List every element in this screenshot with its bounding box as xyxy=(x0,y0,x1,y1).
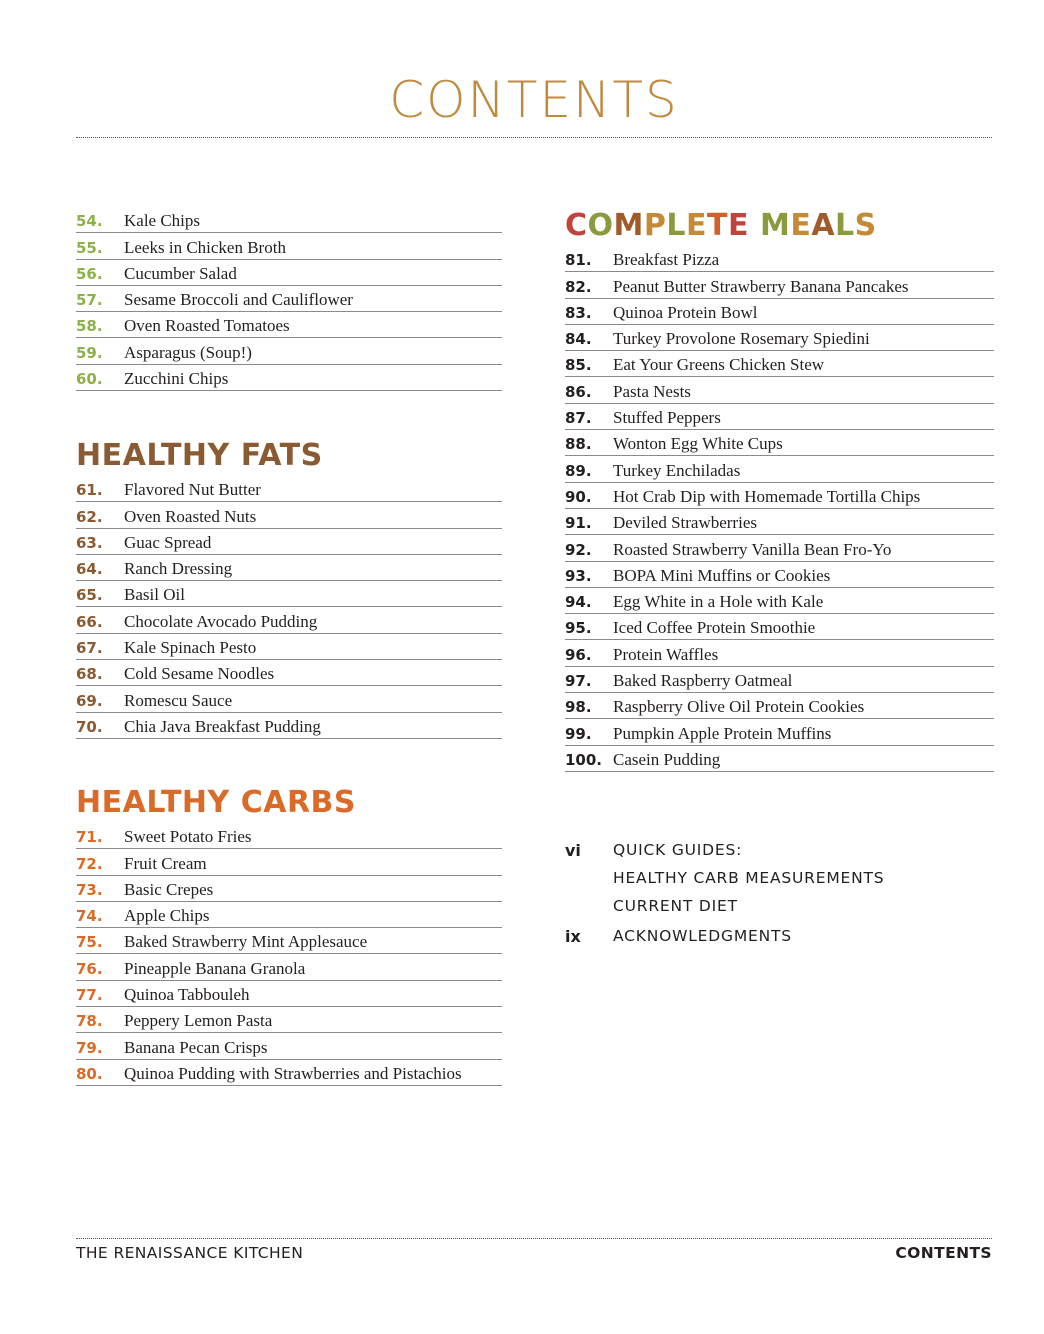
toc-entry-number: 94. xyxy=(565,593,592,612)
toc-entry xyxy=(76,581,502,607)
toc-entry xyxy=(76,928,502,954)
section-heading-healthy-fats: HEALTHY FATS xyxy=(76,438,323,473)
section-complete-meals xyxy=(565,208,994,772)
toc-entry-number: 56. xyxy=(76,264,103,283)
toc-entry-number: 65. xyxy=(76,586,103,605)
toc-entry-title: Quinoa Tabbouleh xyxy=(124,985,250,1005)
toc-entry-title: Quinoa Protein Bowl xyxy=(613,302,758,322)
toc-entry-number: 60. xyxy=(76,370,103,389)
toc-list-complete-meals xyxy=(565,246,994,772)
toc-entry xyxy=(76,876,502,902)
guide-entry-title: CURRENT DIET xyxy=(613,897,738,915)
toc-entry-title: Banana Pecan Crisps xyxy=(124,1037,268,1057)
footer-divider xyxy=(76,1238,992,1239)
toc-entry-title: Stuffed Peppers xyxy=(613,408,721,428)
toc-entry-title: Pineapple Banana Granola xyxy=(124,958,306,978)
toc-entry xyxy=(76,312,502,338)
toc-entry-title: Guac Spread xyxy=(124,532,212,552)
toc-entry-number: 58. xyxy=(76,317,103,336)
toc-entry xyxy=(565,456,994,482)
toc-entry-title: Turkey Provolone Rosemary Spiedini xyxy=(613,329,870,349)
toc-entry-title: Flavored Nut Butter xyxy=(124,480,261,500)
toc-entry-title: Breakfast Pizza xyxy=(613,250,720,270)
toc-entry-number: 99. xyxy=(565,724,592,743)
guide-entry xyxy=(565,922,985,950)
toc-entry-number: 69. xyxy=(76,691,103,710)
section-heading-complete-meals: COMPLETE MEALS xyxy=(565,208,877,243)
toc-entry-title: Cucumber Salad xyxy=(124,263,237,283)
toc-entry-title: Baked Strawberry Mint Applesauce xyxy=(124,932,368,952)
toc-entry-number: 97. xyxy=(565,672,592,691)
section-intro xyxy=(76,207,502,391)
toc-entry-number: 72. xyxy=(76,854,103,873)
toc-entry xyxy=(565,588,994,614)
toc-entry xyxy=(565,272,994,298)
guide-entry-title: ACKNOWLEDGMENTS xyxy=(613,927,792,945)
toc-entry-number: 83. xyxy=(565,303,592,322)
toc-entry xyxy=(76,1007,502,1033)
toc-entry xyxy=(76,634,502,660)
toc-entry-number: 98. xyxy=(565,698,592,717)
toc-entry-number: 66. xyxy=(76,612,103,631)
toc-entry xyxy=(76,338,502,364)
toc-entry xyxy=(565,483,994,509)
toc-entry-title: Peanut Butter Strawberry Banana Pancakes xyxy=(613,276,909,296)
toc-entry-number: 81. xyxy=(565,251,592,270)
toc-list-healthy-fats xyxy=(76,476,502,739)
guide-entry xyxy=(565,892,985,920)
toc-entry xyxy=(76,1033,502,1059)
toc-entry xyxy=(565,693,994,719)
footer-book-title: THE RENAISSANCE KITCHEN xyxy=(76,1244,304,1262)
toc-entry-title: Hot Crab Dip with Homemade Tortilla Chips xyxy=(613,486,921,506)
toc-entry xyxy=(565,351,994,377)
toc-entry xyxy=(76,607,502,633)
toc-entry-title: Quinoa Pudding with Strawberries and Pistachios xyxy=(124,1063,462,1083)
toc-entry xyxy=(565,430,994,456)
toc-entry-number: 100. xyxy=(565,750,603,769)
toc-entry-title: Chocolate Avocado Pudding xyxy=(124,611,318,631)
toc-entry-number: 85. xyxy=(565,356,592,375)
toc-entry xyxy=(565,535,994,561)
toc-entry-number: 88. xyxy=(565,435,592,454)
toc-entry-number: 57. xyxy=(76,291,103,310)
toc-entry-number: 63. xyxy=(76,533,103,552)
toc-entry xyxy=(76,902,502,928)
guide-entry xyxy=(565,836,985,864)
page-title: CONTENTS xyxy=(389,71,679,129)
toc-entry-title: Raspberry Olive Oil Protein Cookies xyxy=(613,697,865,717)
toc-entry-title: Fruit Cream xyxy=(124,853,207,873)
toc-entry-number: 92. xyxy=(565,540,592,559)
toc-entry-number: 61. xyxy=(76,481,103,500)
toc-entry-title: Apple Chips xyxy=(124,906,210,926)
toc-entry-title: Pumpkin Apple Protein Muffins xyxy=(613,723,832,743)
toc-entry xyxy=(565,614,994,640)
toc-entry-number: 79. xyxy=(76,1038,103,1057)
section-healthy-carbs xyxy=(76,785,502,1086)
section-heading-healthy-carbs: HEALTHY CARBS xyxy=(76,785,357,820)
toc-entry-number: 86. xyxy=(565,382,592,401)
toc-list-healthy-carbs xyxy=(76,823,502,1086)
toc-entry-title: Turkey Enchiladas xyxy=(613,460,741,480)
toc-entry-number: 67. xyxy=(76,639,103,658)
guide-entry-title: HEALTHY CARB MEASUREMENTS xyxy=(613,869,885,887)
toc-entry-title: Basil Oil xyxy=(124,585,185,605)
toc-entry-number: 55. xyxy=(76,238,103,257)
toc-entry-number: 54. xyxy=(76,212,103,231)
toc-entry xyxy=(565,719,994,745)
toc-entry xyxy=(76,260,502,286)
toc-entry xyxy=(565,299,994,325)
guide-entry xyxy=(565,864,985,892)
toc-entry-title: Sesame Broccoli and Cauliflower xyxy=(124,290,353,310)
guide-entry-title: QUICK GUIDES: xyxy=(613,841,743,859)
toc-entry xyxy=(76,981,502,1007)
toc-entry xyxy=(76,555,502,581)
toc-entry xyxy=(565,325,994,351)
toc-entry xyxy=(76,529,502,555)
toc-entry-title: Oven Roasted Nuts xyxy=(124,506,257,526)
toc-entry-number: 80. xyxy=(76,1064,103,1083)
toc-entry xyxy=(76,823,502,849)
toc-entry xyxy=(76,365,502,391)
section-healthy-fats xyxy=(76,438,502,739)
toc-entry-title: Romescu Sauce xyxy=(124,690,233,710)
guide-entry-number: vi xyxy=(565,840,581,860)
toc-entry xyxy=(565,246,994,272)
toc-entry xyxy=(76,713,502,739)
toc-entry-title: Sweet Potato Fries xyxy=(124,827,252,847)
toc-entry-title: Casein Pudding xyxy=(613,749,721,769)
toc-entry xyxy=(565,509,994,535)
header-divider xyxy=(76,137,992,138)
toc-entry-title: Baked Raspberry Oatmeal xyxy=(613,671,793,691)
toc-entry-number: 91. xyxy=(565,514,592,533)
toc-entry-title: Pasta Nests xyxy=(613,381,691,401)
toc-entry-title: Zucchini Chips xyxy=(124,369,229,389)
guide-entry-number: ix xyxy=(565,926,581,946)
toc-entry-title: BOPA Mini Muffins or Cookies xyxy=(613,565,831,585)
toc-entry-title: Asparagus (Soup!) xyxy=(124,342,252,362)
toc-entry xyxy=(565,377,994,403)
toc-entry xyxy=(76,502,502,528)
toc-entry-number: 96. xyxy=(565,645,592,664)
toc-entry-title: Deviled Strawberries xyxy=(613,513,757,533)
toc-entry xyxy=(76,1060,502,1086)
toc-entry xyxy=(565,667,994,693)
toc-entry-number: 62. xyxy=(76,507,103,526)
toc-entry-title: Oven Roasted Tomatoes xyxy=(124,316,290,336)
toc-list-intro xyxy=(76,207,502,391)
toc-entry xyxy=(76,233,502,259)
toc-entry-title: Protein Waffles xyxy=(613,644,719,664)
toc-entry xyxy=(565,404,994,430)
toc-entry-title: Peppery Lemon Pasta xyxy=(124,1011,273,1031)
toc-entry xyxy=(76,954,502,980)
toc-entry-title: Ranch Dressing xyxy=(124,559,233,579)
toc-entry xyxy=(565,746,994,772)
toc-entry-number: 84. xyxy=(565,330,592,349)
toc-entry xyxy=(565,640,994,666)
toc-entry xyxy=(76,207,502,233)
toc-entry-title: Basic Crepes xyxy=(124,879,214,899)
toc-entry-number: 82. xyxy=(565,277,592,296)
toc-entry xyxy=(76,476,502,502)
toc-entry-number: 64. xyxy=(76,560,103,579)
toc-entry-number: 68. xyxy=(76,665,103,684)
toc-entry-number: 77. xyxy=(76,986,103,1005)
toc-entry-title: Leeks in Chicken Broth xyxy=(124,237,286,257)
toc-entry-title: Chia Java Breakfast Pudding xyxy=(124,716,321,736)
toc-entry-number: 93. xyxy=(565,566,592,585)
footer-section-name: CONTENTS xyxy=(895,1244,992,1262)
toc-entry-title: Eat Your Greens Chicken Stew xyxy=(613,355,825,375)
toc-entry-number: 76. xyxy=(76,959,103,978)
toc-entry-number: 70. xyxy=(76,717,103,736)
quick-guides xyxy=(565,836,985,950)
toc-entry-number: 90. xyxy=(565,487,592,506)
toc-entry-number: 75. xyxy=(76,933,103,952)
toc-entry-number: 78. xyxy=(76,1012,103,1031)
toc-entry-number: 73. xyxy=(76,880,103,899)
toc-entry-title: Wonton Egg White Cups xyxy=(613,434,783,454)
toc-entry-number: 74. xyxy=(76,907,103,926)
toc-entry xyxy=(76,686,502,712)
toc-entry-title: Egg White in a Hole with Kale xyxy=(613,592,824,612)
toc-entry-title: Iced Coffee Protein Smoothie xyxy=(613,618,816,638)
toc-entry-title: Cold Sesame Noodles xyxy=(124,664,275,684)
toc-entry-number: 95. xyxy=(565,619,592,638)
toc-entry xyxy=(76,660,502,686)
toc-entry-title: Kale Chips xyxy=(124,211,201,231)
toc-entry xyxy=(76,849,502,875)
toc-entry-number: 59. xyxy=(76,343,103,362)
toc-entry xyxy=(76,286,502,312)
toc-entry-title: Kale Spinach Pesto xyxy=(124,638,257,658)
toc-entry-title: Roasted Strawberry Vanilla Bean Fro-Yo xyxy=(613,539,892,559)
toc-entry-number: 89. xyxy=(565,461,592,480)
toc-entry-number: 71. xyxy=(76,828,103,847)
toc-entry xyxy=(565,562,994,588)
toc-entry-number: 87. xyxy=(565,409,592,428)
